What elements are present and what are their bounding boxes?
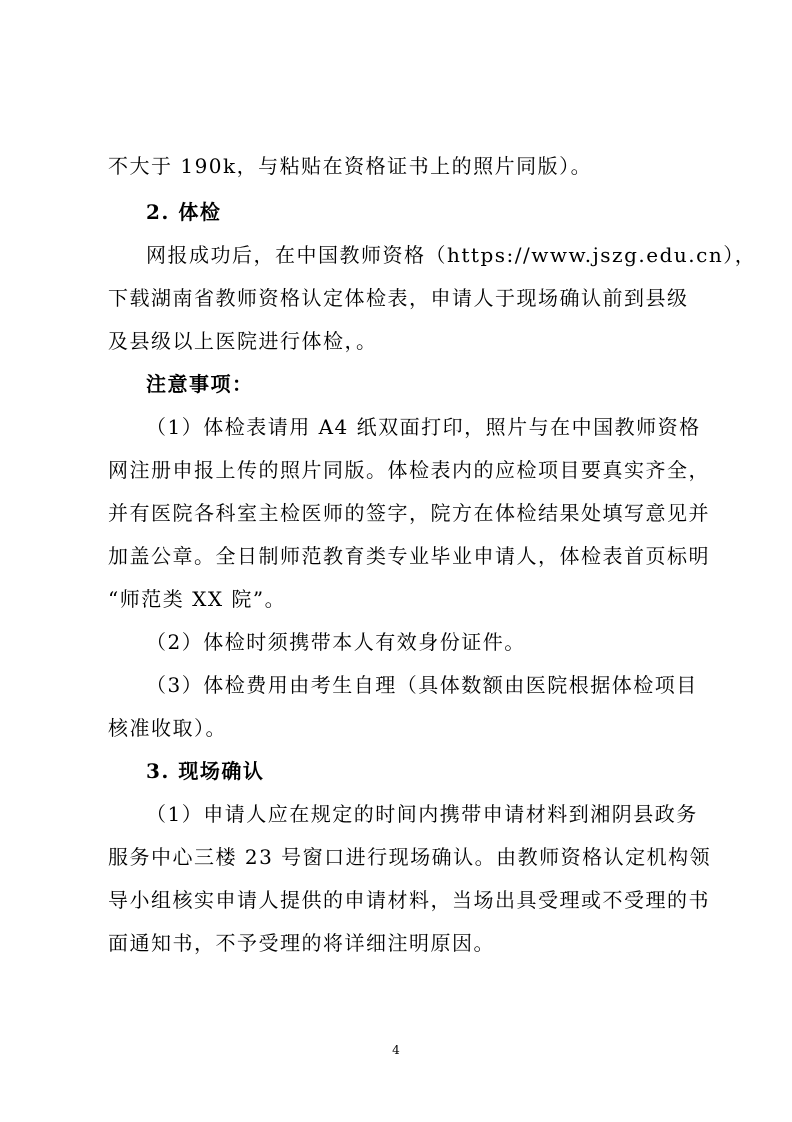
paragraph-line: 并有医院各科室主检医师的签字，院方在体检结果处填写意见并	[108, 501, 710, 525]
paragraph-line: 网报成功后，在中国教师资格（https://www.jszg.edu.cn），	[146, 243, 757, 267]
page-number: 4	[392, 1043, 400, 1057]
paragraph-line: （1）申请人应在规定的时间内携带申请材料到湘阴县政务	[146, 802, 698, 826]
paragraph-line: 及县级以上医院进行体检，。	[108, 329, 378, 353]
paragraph-line: 不大于 190k，与粘贴在资格证书上的照片同版）。	[108, 154, 593, 178]
paragraph-line: （2）体检时须携带本人有效身份证件。	[146, 630, 526, 654]
paragraph-line: （3）体检费用由考生自理（具体数额由医院根据体检项目	[146, 673, 698, 697]
paragraph-line: 网注册申报上传的照片同版。体检表内的应检项目要真实齐全，	[108, 458, 710, 482]
section-heading-onsite-confirmation: 3. 现场确认	[146, 759, 265, 783]
paragraph-line: 面通知书，不予受理的将详细注明原因。	[108, 931, 495, 955]
section-heading-notes: 注意事项：	[146, 372, 254, 396]
paragraph-line: 服务中心三楼 23 号窗口进行现场确认。由教师资格认定机构领	[108, 845, 712, 869]
section-heading-health-check: 2. 体检	[146, 200, 222, 224]
paragraph-line: 核准收取）。	[108, 716, 227, 740]
paragraph-line: （1）体检表请用 A4 纸双面打印，照片与在中国教师资格	[146, 415, 701, 439]
paragraph-line: 导小组核实申请人提供的申请材料，当场出具受理或不受理的书	[108, 888, 710, 912]
paragraph-line: “师范类 XX 院”。	[108, 587, 287, 611]
paragraph-line: 加盖公章。全日制师范教育类专业毕业申请人，体检表首页标明	[108, 544, 710, 568]
paragraph-line: 下载湖南省教师资格认定体检表，申请人于现场确认前到县级	[108, 286, 689, 310]
